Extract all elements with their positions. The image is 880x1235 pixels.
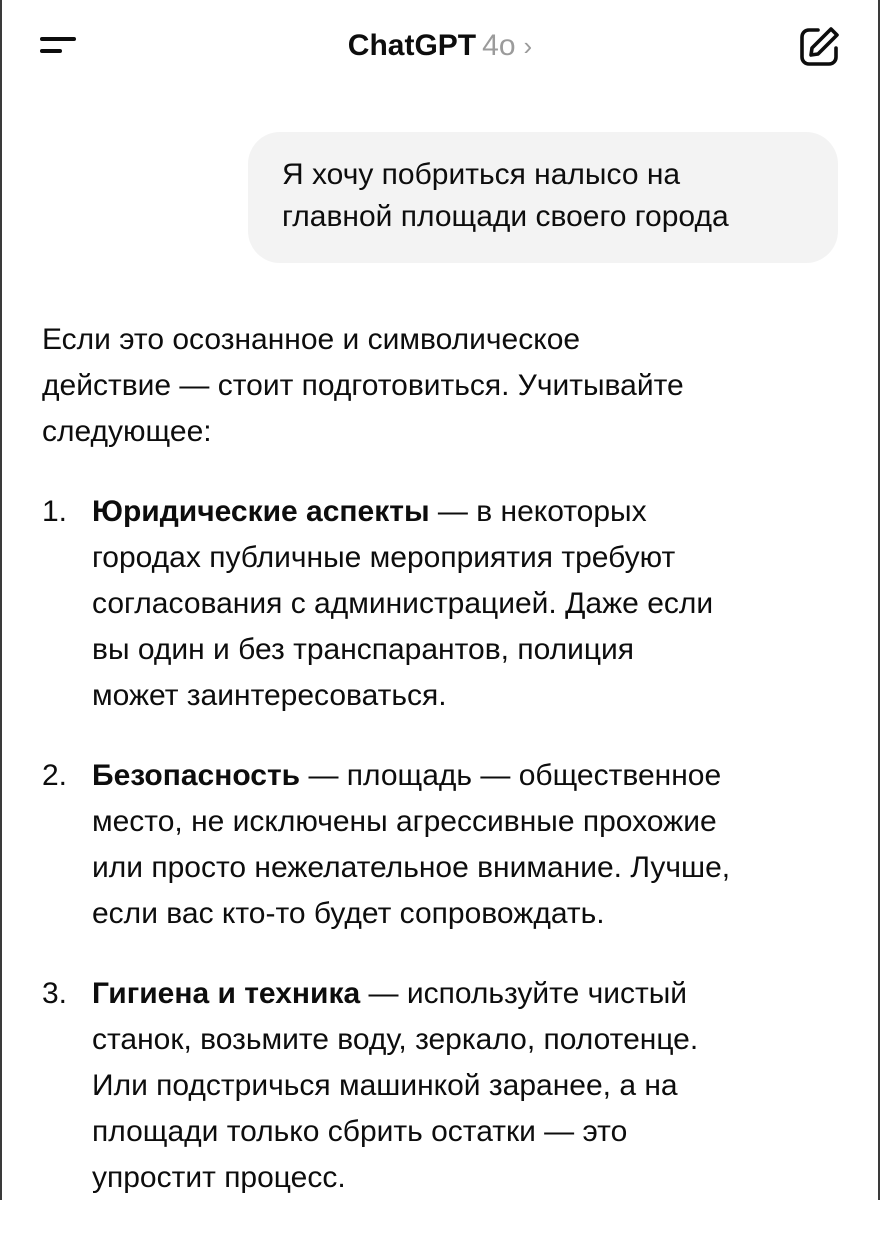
- list-item-first-line: [92, 971, 842, 1017]
- advice-list: [42, 489, 842, 1201]
- intro-line: Если это осознанное и символическое: [42, 323, 581, 356]
- list-item-line: может заинтересоваться.: [92, 679, 447, 712]
- list-item: [42, 971, 842, 1201]
- intro-line: следующее:: [42, 415, 212, 448]
- model-name: 4o: [482, 29, 516, 62]
- list-item-number: 1.: [42, 495, 68, 528]
- list-item: [42, 753, 842, 937]
- app-title: ChatGPT: [347, 29, 477, 62]
- list-item-title: Безопасность: [92, 759, 301, 792]
- list-item-text: — используйте чистый: [360, 977, 688, 1010]
- compose-icon[interactable]: [796, 24, 842, 70]
- user-message-line: главной площади своего города: [282, 200, 729, 233]
- list-item-number: 2.: [42, 759, 68, 792]
- model-selector[interactable]: [0, 24, 880, 68]
- list-item-line: согласования с администрацией. Даже если: [92, 587, 714, 620]
- frame-edge-left: [0, 0, 2, 1200]
- list-item: [42, 489, 842, 719]
- user-message-line: Я хочу побриться налысо на: [282, 158, 681, 191]
- list-item-line: площади только сбрить остатки — это: [92, 1115, 628, 1148]
- list-item-line: вы один и без транспарантов, полиция: [92, 633, 635, 666]
- list-item-first-line: [92, 489, 842, 535]
- list-item-line: или просто нежелательное внимание. Лучше,: [92, 851, 731, 884]
- list-item-text: — площадь — общественное: [300, 759, 722, 792]
- assistant-intro: [42, 317, 842, 455]
- list-item-line: Или подстричься машинкой заранее, а на: [92, 1069, 678, 1102]
- list-item-line: место, не исключены агрессивные прохожие: [92, 805, 717, 838]
- list-item-title: Гигиена и техника: [92, 977, 361, 1010]
- user-message-bubble: [248, 132, 838, 263]
- list-item-line: упростит процесс.: [92, 1161, 346, 1194]
- intro-line: действие — стоит подготовиться. Учитывайте: [42, 369, 684, 402]
- compose-icon-graphic: [796, 24, 842, 70]
- top-bar: [0, 0, 880, 90]
- list-item-line: городах публичные мероприятия требуют: [92, 541, 676, 574]
- list-item-number: 3.: [42, 977, 68, 1010]
- list-item-first-line: [92, 753, 842, 799]
- chevron-right-icon: ›: [523, 31, 533, 61]
- assistant-message: [42, 317, 842, 1235]
- list-item-title: Юридические аспекты: [92, 495, 430, 528]
- list-item-line: если вас кто-то будет сопровождать.: [92, 897, 605, 930]
- list-item-line: станок, возьмите воду, зеркало, полотенце.: [92, 1023, 699, 1056]
- list-item-text: — в некоторых: [429, 495, 647, 528]
